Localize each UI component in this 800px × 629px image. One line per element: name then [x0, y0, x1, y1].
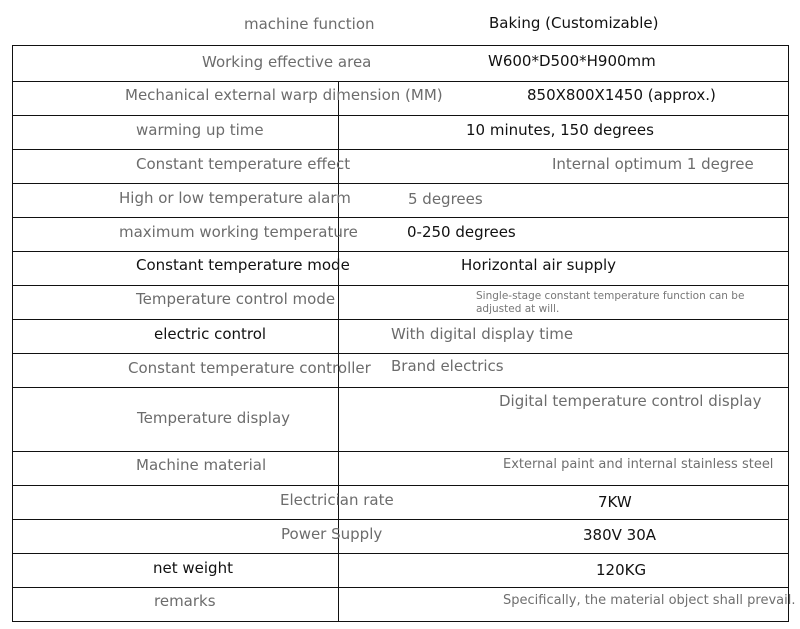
spec-label: Working effective area [202, 53, 372, 71]
spec-value: 380V 30A [583, 526, 657, 544]
row-divider [12, 387, 789, 388]
spec-value: Specifically, the material object shall prevail. [503, 593, 796, 608]
spec-label: Constant temperature mode [136, 256, 350, 274]
spec-label: Constant temperature effect [136, 155, 351, 173]
row-divider [12, 217, 789, 218]
spec-label: maximum working temperature [119, 223, 358, 241]
spec-value: External paint and internal stainless steel [503, 457, 774, 472]
row-divider [12, 519, 789, 520]
row-divider [12, 115, 789, 116]
spec-value: 7KW [598, 493, 632, 511]
spec-label: remarks [154, 592, 216, 610]
row-divider [12, 621, 789, 622]
table-left-border [12, 45, 13, 622]
spec-value: W600*D500*H900mm [488, 52, 656, 70]
spec-value: Brand electrics [391, 357, 504, 375]
spec-label: Electrician rate [280, 491, 394, 509]
row-divider [12, 451, 789, 452]
spec-label: Power Supply [281, 525, 383, 543]
spec-label: High or low temperature alarm [119, 189, 351, 207]
row-divider [12, 485, 789, 486]
spec-value: 0-250 degrees [407, 223, 516, 241]
spec-label: Temperature control mode [136, 290, 336, 308]
spec-label: electric control [154, 325, 267, 343]
row-divider [12, 587, 789, 588]
spec-value: 120KG [596, 561, 647, 579]
spec-value: 10 minutes, 150 degrees [466, 121, 654, 139]
row-divider [12, 251, 789, 252]
row-divider [12, 81, 789, 82]
row-divider [12, 45, 789, 46]
spec-label: net weight [153, 559, 233, 577]
spec-label: Machine material [136, 456, 267, 474]
spec-value: Horizontal air supply [461, 256, 617, 274]
row-divider [12, 319, 789, 320]
spec-label: Mechanical external warp dimension (MM) [125, 86, 443, 104]
row-divider [12, 183, 789, 184]
spec-label: Temperature display [137, 409, 291, 427]
spec-value: Internal optimum 1 degree [552, 155, 754, 173]
spec-value: With digital display time [391, 325, 574, 343]
spec-value: 5 degrees [408, 190, 483, 208]
table-right-border [788, 45, 789, 622]
spec-value: Digital temperature control display [499, 392, 762, 410]
spec-value: 850X800X1450 (approx.) [527, 86, 716, 104]
spec-label: warming up time [136, 121, 264, 139]
row-divider [12, 285, 789, 286]
row-divider [12, 149, 789, 150]
row-divider [12, 553, 789, 554]
spec-label: Constant temperature controller [128, 359, 371, 377]
spec-label: machine function [244, 15, 375, 33]
spec-value: Single-stage constant temperature function can be adjusted at will. [476, 290, 745, 315]
row-divider [12, 353, 789, 354]
spec-value: Baking (Customizable) [489, 14, 659, 32]
